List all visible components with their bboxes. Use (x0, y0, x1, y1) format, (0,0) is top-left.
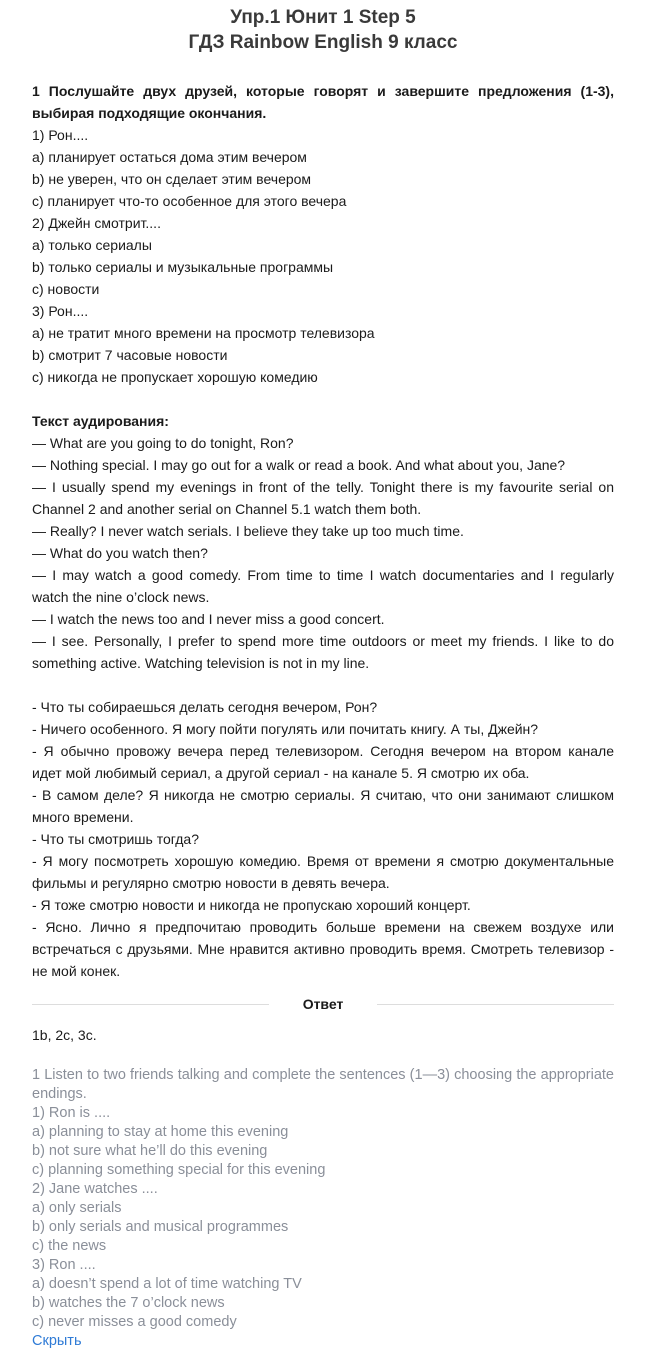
hide-link[interactable]: Скрыть (32, 1333, 82, 1349)
translation-line: - Я обычно провожу вечера перед телевизором. Сегодня вечером на втором канале идет мой любимый сериал, а другой сериал - на канале 5. Я смотрю их оба. (32, 743, 614, 781)
transcript-line: — What are you going to do tonight, Ron? (32, 435, 294, 451)
task-item: 2) Джейн смотрит.... (32, 215, 161, 231)
task-item: 1) Рон.... (32, 127, 89, 143)
task-item: b) только сериалы и музыкальные программы (32, 259, 334, 275)
english-task-line: b) watches the 7 o’clock news (32, 1295, 225, 1311)
task-heading: 1 Послушайте двух друзей, которые говорят и завершите предложения (1-3), выбирая подходящие окончания. (32, 83, 614, 121)
english-task (32, 1066, 614, 1351)
page-title (32, 0, 614, 55)
english-task-line: a) only serials (32, 1200, 122, 1216)
divider-rule-right (377, 1004, 614, 1005)
page-title-line-2: ГДЗ Rainbow English 9 класс (188, 32, 458, 53)
task-item: b) не уверен, что он сделает этим вечером (32, 171, 312, 187)
english-task-line: c) planning something special for this evening (32, 1162, 326, 1178)
english-task-line: a) doesn’t spend a lot of time watching TV (32, 1276, 302, 1292)
translation-line: - Что ты смотришь тогда? (32, 831, 199, 847)
answer-text: 1b, 2c, 3c. (32, 1027, 97, 1043)
task-item: a) не тратит много времени на просмотр телевизора (32, 325, 375, 341)
translation-line: - Я тоже смотрю новости и никогда не пропускаю хороший концерт. (32, 897, 471, 913)
answer-divider (32, 993, 614, 1015)
transcript-line: — I watch the news too and I never miss a good concert. (32, 611, 385, 627)
english-task-line: a) planning to stay at home this evening (32, 1124, 289, 1140)
transcript-line: — I may watch a good comedy. From time to time I watch documentaries and I regularly watch the nine o’clock news. (32, 567, 614, 605)
task-items (32, 124, 614, 388)
task-item: c) новости (32, 281, 100, 297)
task-item: c) никогда не пропускает хорошую комедию (32, 369, 318, 385)
task-item: c) планирует что-то особенное для этого вечера (32, 193, 347, 209)
english-task-line: 1 Listen to two friends talking and complete the sentences (1—3) choosing the appropriate endings. (32, 1067, 614, 1102)
answer-label: Ответ (302, 996, 344, 1012)
english-task-line: c) the news (32, 1238, 107, 1254)
spacer (32, 674, 614, 696)
translation-line: - Ясно. Лично я предпочитаю проводить больше времени на свежем воздухе или встречаться с друзьями. Мне нравится активно проводить время. Смотреть телевизор - не мой конек. (32, 919, 614, 979)
english-task-line: b) not sure what he’ll do this evening (32, 1143, 268, 1159)
transcript-line: — Really? I never watch serials. I believe they take up too much time. (32, 523, 464, 539)
english-task-line: b) only serials and musical programmes (32, 1219, 289, 1235)
russian-translation (32, 696, 614, 982)
listening-transcript (32, 432, 614, 674)
translation-line: - В самом деле? Я никогда не смотрю сериалы. Я считаю, что они занимают слишком много времени. (32, 787, 614, 825)
task-item: a) только сериалы (32, 237, 152, 253)
task-item: b) смотрит 7 часовые новости (32, 347, 228, 363)
english-task-line: 3) Ron .... (32, 1257, 96, 1273)
translation-line: - Что ты собираешься делать сегодня вечером, Рон? (32, 699, 378, 715)
spacer (32, 388, 614, 410)
transcript-line: — What do you watch then? (32, 545, 208, 561)
page-title-line-1: Упр.1 Юнит 1 Step 5 (230, 7, 416, 28)
translation-line: - Ничего особенного. Я могу пойти погулять или почитать книгу. А ты, Джейн? (32, 721, 539, 737)
transcript-line: — I see. Personally, I prefer to spend more time outdoors or meet my friends. I like to do something active. Watching television is not in my line. (32, 633, 614, 671)
translation-line: - Я могу посмотреть хорошую комедию. Время от времени я смотрю документальные фильмы и регулярно смотрю новости в девять вечера. (32, 853, 614, 891)
task-item: 3) Рон.... (32, 303, 89, 319)
transcript-line: — Nothing special. I may go out for a walk or read a book. And what about you, Jane? (32, 457, 566, 473)
listening-heading: Текст аудирования: (32, 413, 169, 429)
transcript-line: — I usually spend my evenings in front of the telly. Tonight there is my favourite serial on Channel 2 and another serial on Channel 5.1 watch them both. (32, 479, 614, 517)
english-task-line: 2) Jane watches .... (32, 1181, 158, 1197)
task-item: a) планирует остаться дома этим вечером (32, 149, 307, 165)
english-task-line: c) never misses a good comedy (32, 1314, 237, 1330)
divider-rule-left (32, 1004, 269, 1005)
english-task-line: 1) Ron is .... (32, 1105, 111, 1121)
